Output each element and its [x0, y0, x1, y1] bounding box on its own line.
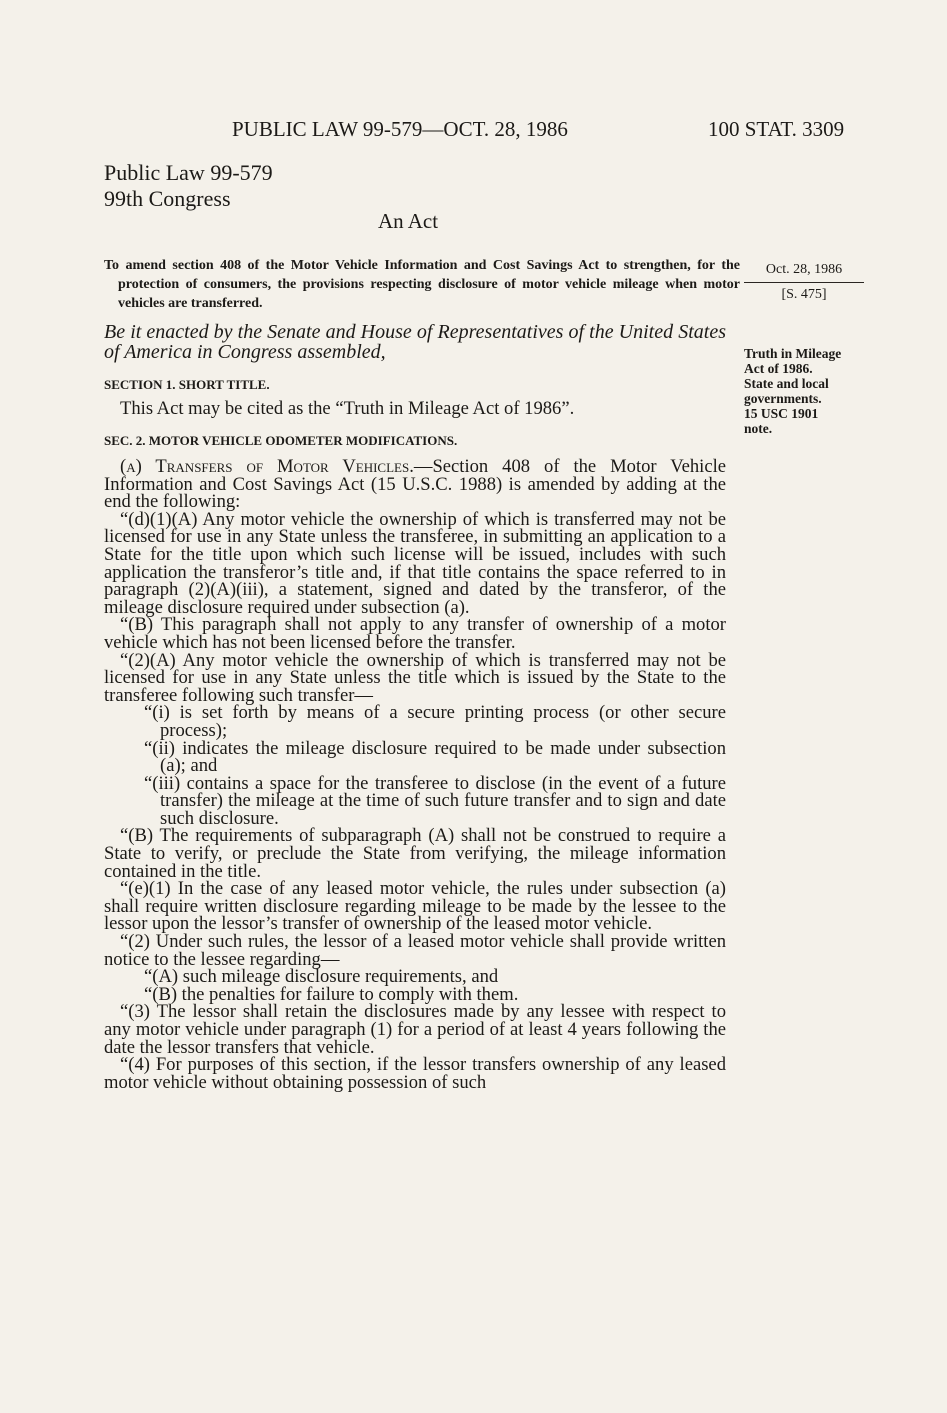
margin-note: note.: [744, 421, 773, 436]
margin-note: Act of 1986.: [744, 361, 813, 376]
clause: “(iii) contains a space for the transferee to disclose (in the event of a future transfer) the mileage at the time of such future transfer and to sign and date such disclosure.: [144, 772, 726, 829]
paragraph: “(B) This paragraph shall not apply to any transfer of ownership of a motor vehicle which has not been licensed before the transfer.: [104, 614, 726, 653]
paragraph: “(2) Under such rules, the lessor of a leased motor vehicle shall provide written notice to the lessee regarding—: [104, 931, 726, 970]
section-1-heading: SECTION 1. SHORT TITLE.: [104, 377, 270, 392]
clause: “(B) the penalties for failure to comply with them.: [144, 983, 519, 1005]
margin-bill-number: [S. 475]: [781, 287, 827, 302]
margin-note: governments.: [744, 391, 822, 406]
congress-label: 99th Congress: [104, 186, 231, 211]
public-law-number: Public Law 99-579: [104, 160, 273, 185]
margin-rule: [744, 282, 864, 283]
section-2-heading: SEC. 2. MOTOR VEHICLE ODOMETER MODIFICATIONS.: [104, 433, 458, 448]
clause: “(i) is set forth by means of a secure printing process (or other secure process);: [144, 702, 726, 741]
paragraph: “(d)(1)(A) Any motor vehicle the ownership of which is transferred may not be licensed for use in any State unless the transferee, in submitting an application to a State for the title upon which such license will be issued, includes with such application the transferor’s title and, if that title contains the space referred to in paragraph (2)(A)(iii), a statement, signed and dated by the transferor, of the mileage disclosure required under subsection (a).: [104, 508, 726, 618]
running-header-law-date: PUBLIC LAW 99-579—OCT. 28, 1986: [232, 117, 568, 141]
section-1-text: This Act may be cited as the “Truth in Mileage Act of 1986”.: [120, 398, 575, 419]
paragraph: “(4) For purposes of this section, if the lessor transfers ownership of any leased motor vehicle without obtaining possession of such: [104, 1054, 726, 1093]
act-purpose: To amend section 408 of the Motor Vehicle Information and Cost Savings Act to strengthen, for the protection of consumers, the provisions respecting disclosure of motor vehicle mileage when motor vehicles are transferred.: [104, 258, 740, 311]
paragraph: “(e)(1) In the case of any leased motor vehicle, the rules under subsection (a) shall require written disclosure regarding mileage to be made by the lessee to the lessor upon the lessor’s transfer of ownership of the leased motor vehicle.: [104, 878, 726, 935]
subsection-a-text: —Section 408 of the Motor Vehicle Information and Cost Savings Act (15 U.S.C. 1988) is amended by adding at the end the following:: [104, 456, 727, 513]
subsection-a: [104, 458, 726, 511]
margin-notes: [744, 346, 841, 436]
margin-date: Oct. 28, 1986: [765, 262, 843, 277]
section-2-body: [104, 458, 726, 1091]
an-act-heading: An Act: [378, 209, 439, 233]
paragraph: “(B) The requirements of subparagraph (A) shall not be construed to require a State to verify, or preclude the State from verifying, the mileage information contained in the title.: [104, 825, 726, 882]
clause: “(ii) indicates the mileage disclosure required to be made under subsection (a); and: [144, 737, 726, 777]
paragraph: “(2)(A) Any motor vehicle the ownership of which is transferred may not be licensed for use in any State unless the title which is issued by the State to the transferee following such transfer—: [104, 649, 726, 706]
enacting-clause: Be it enacted by the Senate and House of Representatives of the United States of America in Congress assembled,: [104, 321, 726, 363]
subsection-a-label: (a) Transfers of Motor Vehicles.: [120, 456, 414, 477]
margin-note: State and local: [744, 376, 829, 391]
margin-note: 15 USC 1901: [744, 406, 819, 421]
running-header-stat: 100 STAT. 3309: [708, 117, 845, 141]
margin-note: Truth in Mileage: [744, 346, 842, 361]
clause: “(A) such mileage disclosure requirements, and: [144, 966, 499, 988]
paragraph: “(3) The lessor shall retain the disclosures made by any lessee with respect to any motor vehicle under paragraph (1) for a period of at least 4 years following the date the lessor transfers that vehicle.: [104, 1001, 726, 1058]
